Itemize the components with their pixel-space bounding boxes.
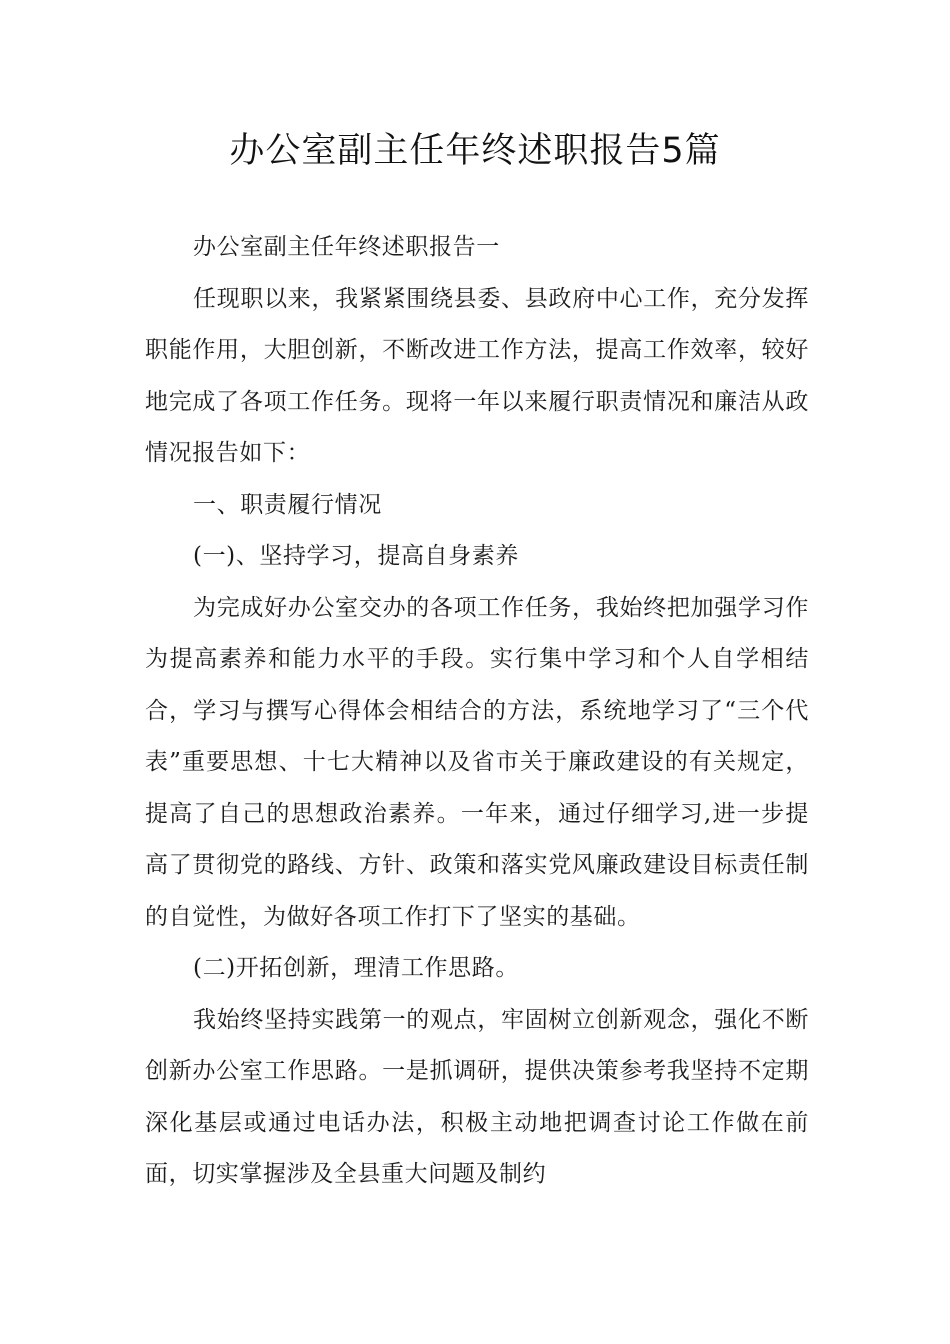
document-body bbox=[145, 222, 809, 1201]
intro-paragraph: 任现职以来，我紧紧围绕县委、县政府中心工作，充分发挥职能作用，大胆创新，不断改进工作方法，提高工作效率，较好地完成了各项工作任务。现将一年以来履行职责情况和廉洁从政情况报告如下： bbox=[145, 285, 809, 466]
subsection-heading-study: (一)、坚持学习，提高自身素养 bbox=[193, 543, 519, 569]
section-heading-duties: 一、职责履行情况 bbox=[193, 491, 382, 518]
document-title: 办公室副主任年终述职报告5篇 bbox=[229, 131, 721, 171]
innovation-paragraph: 我始终坚持实践第一的观点，牢固树立创新观念，强化不断创新办公室工作思路。一是抓调研，提供决策参考我坚持不定期深化基层或通过电话办法，积极主动地把调查讨论工作做在前面，切实掌握涉及全县重大问题及制约 bbox=[145, 1006, 809, 1187]
study-paragraph: 为完成好办公室交办的各项工作任务，我始终把加强学习作为提高素养和能力水平的手段。实行集中学习和个人自学相结合，学习与撰写心得体会相结合的方法，系统地学习了“三个代表”重要思想、十七大精神以及省市关于廉政建设的有关规定，提高了自己的思想政治素养。一年来，通过仔细学习,进一步提高了贯彻党的路线、方针、政策和落实党风廉政建设目标责任制的自觉性，为做好各项工作打下了坚实的基础。 bbox=[145, 594, 809, 930]
subsection-heading-innovation: (二)开拓创新，理清工作思路。 bbox=[193, 955, 519, 981]
section-heading-report-one: 办公室副主任年终述职报告一 bbox=[193, 234, 500, 260]
